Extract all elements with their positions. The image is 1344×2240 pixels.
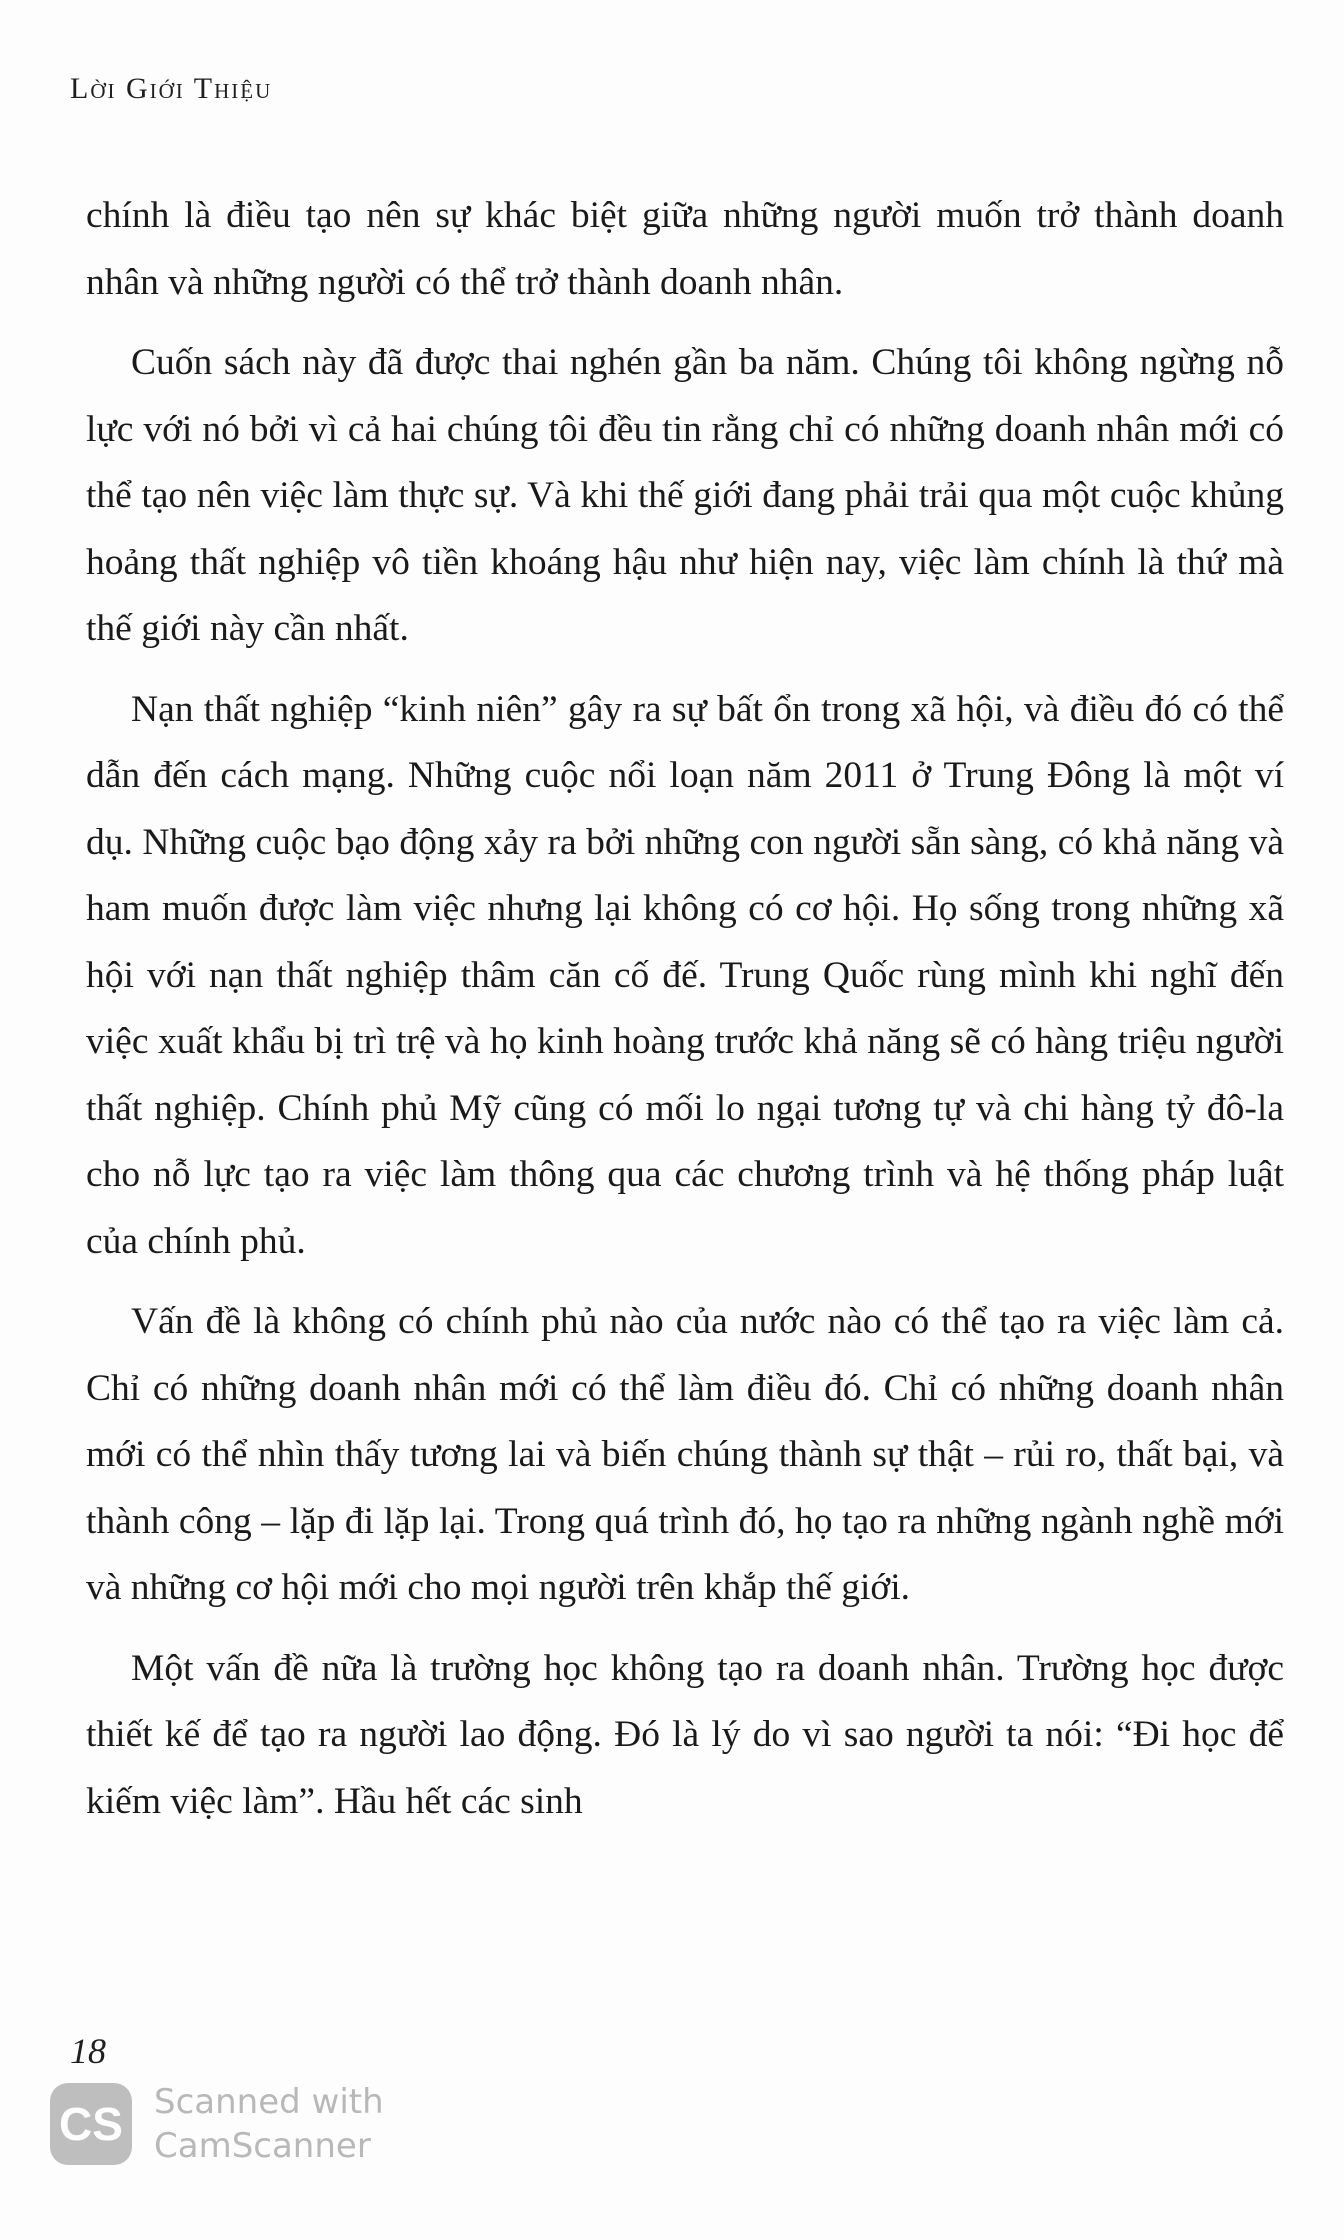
watermark-text bbox=[154, 2080, 384, 2168]
paragraph-1: chính là điều tạo nên sự khác biệt giữa những người muốn trở thành doanh nhân và những người có thể trở thành doanh nhân. bbox=[86, 195, 1284, 303]
paragraph-4: Vấn đề là không có chính phủ nào của nước nào có thể tạo ra việc làm cả. Chỉ có những doanh nhân mới có thể làm điều đó. Chỉ có những doanh nhân mới có thể nhìn thấy tương lai và biến chúng thành sự thật – rủi ro, thất bại, và thành công – lặp đi lặp lại. Trong quá trình đó, họ tạo ra những ngành nghề mới và những cơ hội mới cho mọi người trên khắp thế giới. bbox=[86, 1301, 1284, 1608]
paragraph-2: Cuốn sách này đã được thai nghén gần ba năm. Chúng tôi không ngừng nỗ lực với nó bởi vì cả hai chúng tôi đều tin rằng chỉ có những doanh nhân mới có thể tạo nên việc làm thực sự. Và khi thế giới đang phải trải qua một cuộc khủng hoảng thất nghiệp vô tiền khoáng hậu như hiện nay, việc làm chính là thứ mà thế giới này cần nhất. bbox=[86, 342, 1284, 649]
body-text bbox=[86, 183, 1284, 1849]
watermark-line-1: Scanned with bbox=[154, 2082, 384, 2122]
paragraph-3: Nạn thất nghiệp “kinh niên” gây ra sự bất ổn trong xã hội, và điều đó có thể dẫn đến cách mạng. Những cuộc nổi loạn năm 2011 ở Trung Đông là một ví dụ. Những cuộc bạo động xảy ra bởi những con người sẵn sàng, có khả năng và ham muốn được làm việc nhưng lại không có cơ hội. Họ sống trong những xã hội với nạn thất nghiệp thâm căn cố đế. Trung Quốc rùng mình khi nghĩ đến việc xuất khẩu bị trì trệ và họ kinh hoàng trước khả năng sẽ có hàng triệu người thất nghiệp. Chính phủ Mỹ cũng có mối lo ngại tương tự và chi hàng tỷ đô-la cho nỗ lực tạo ra việc làm thông qua các chương trình và hệ thống pháp luật của chính phủ. bbox=[86, 688, 1284, 1262]
camscanner-logo-icon: CS bbox=[50, 2083, 132, 2165]
paragraph-5: Một vấn đề nữa là trường học không tạo ra doanh nhân. Trường học được thiết kế để tạo ra người lao động. Đó là lý do vì sao người ta nói: “Đi học để kiếm việc làm”. Hầu hết các sinh bbox=[86, 1647, 1284, 1822]
page-number: 18 bbox=[70, 2031, 106, 2071]
camscanner-watermark bbox=[50, 2080, 384, 2168]
watermark-line-2: CamScanner bbox=[154, 2126, 371, 2166]
running-header: Lời Giới Thiệu bbox=[70, 72, 273, 105]
